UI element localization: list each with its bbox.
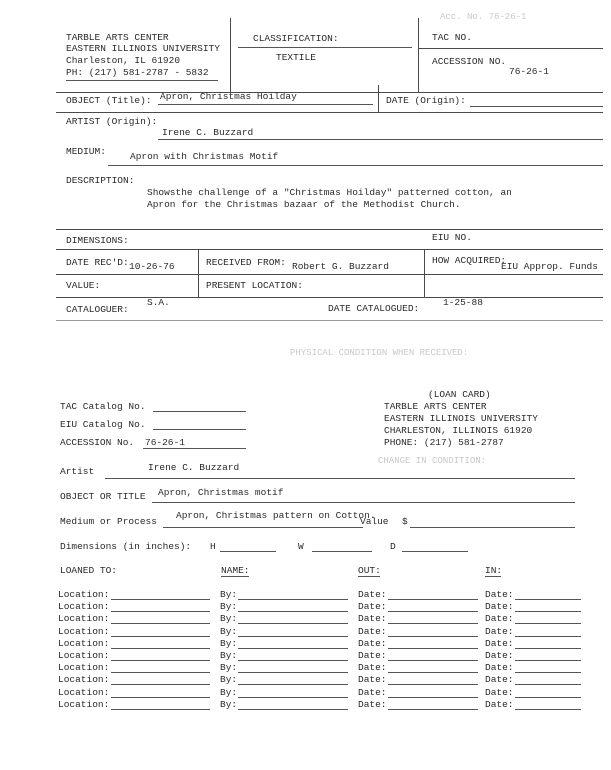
write-in-line[interactable] bbox=[111, 623, 210, 624]
write-in-line[interactable] bbox=[238, 684, 348, 685]
object-title-label: OBJECT (Title): bbox=[66, 95, 152, 106]
write-in-line[interactable] bbox=[111, 636, 210, 637]
row-by-label: By: bbox=[220, 650, 238, 661]
loan-object-value: Apron, Christmas motif bbox=[158, 487, 284, 498]
dim-h-label: H bbox=[210, 541, 216, 552]
date-catalogued-label: DATE CATALOGUED: bbox=[328, 303, 420, 314]
loan-org-university: EASTERN ILLINOIS UNIVERSITY bbox=[384, 413, 538, 424]
row-location-label: Location: bbox=[58, 637, 110, 649]
write-in-line[interactable] bbox=[388, 623, 478, 624]
row-date-label: Date: bbox=[485, 637, 514, 649]
row-location-label: Location: bbox=[58, 674, 110, 686]
write-in-line[interactable] bbox=[238, 623, 348, 624]
write-in-line[interactable] bbox=[515, 648, 581, 649]
col-out: OUT: bbox=[358, 565, 381, 576]
loan-card-title: (LOAN CARD) bbox=[428, 389, 491, 400]
write-in-line[interactable] bbox=[388, 684, 478, 685]
dimensions-label: DIMENSIONS: bbox=[66, 235, 129, 246]
row-date-label: Date: bbox=[358, 637, 387, 649]
write-in-line[interactable] bbox=[238, 660, 348, 661]
write-in-line[interactable] bbox=[238, 648, 348, 649]
received-from-label: RECEIVED FROM: bbox=[206, 257, 286, 268]
cataloguer-label: CATALOGUER: bbox=[66, 304, 129, 315]
description-line-2: Apron for the Christmas bazaar of the Methodist Church. bbox=[147, 199, 461, 210]
row-date-label: Date: bbox=[485, 625, 514, 637]
row-date-label: Date: bbox=[358, 650, 387, 661]
row-date-label: Date: bbox=[358, 625, 387, 637]
tac-no-label: TAC NO. bbox=[432, 32, 472, 43]
how-acquired-label: HOW ACQUIRED: bbox=[432, 255, 507, 266]
write-in-line[interactable] bbox=[515, 611, 581, 612]
row-by-label: By: bbox=[220, 589, 238, 600]
bleed-through-change-condition: CHANGE IN CONDITION: bbox=[378, 456, 487, 466]
write-in-line[interactable] bbox=[388, 709, 478, 710]
row-date-label: Date: bbox=[358, 674, 387, 686]
eiu-no-label: EIU NO. bbox=[432, 232, 472, 243]
loan-medium-label: Medium or Process bbox=[60, 516, 157, 527]
loan-artist-value: Irene C. Buzzard bbox=[148, 462, 240, 473]
classification-value: TEXTILE bbox=[276, 52, 316, 63]
row-date-label: Date: bbox=[358, 698, 387, 710]
row-date-label: Date: bbox=[358, 613, 387, 625]
classification-label: CLASSIFICATION: bbox=[253, 33, 339, 44]
write-in-line[interactable] bbox=[238, 697, 348, 698]
medium-label: MEDIUM: bbox=[66, 146, 106, 157]
row-date-label: Date: bbox=[485, 674, 514, 686]
bleed-through-physical-condition: PHYSICAL CONDITION WHEN RECEIVED: bbox=[290, 348, 469, 358]
row-date-label: Date: bbox=[485, 650, 514, 661]
write-in-line[interactable] bbox=[515, 709, 581, 710]
loan-value-label: Value bbox=[360, 516, 389, 527]
row-date-label: Date: bbox=[485, 686, 514, 698]
artist-label: ARTIST (Origin): bbox=[66, 116, 158, 127]
org-name: TARBLE ARTS CENTER bbox=[66, 32, 169, 43]
accession-label: ACCESSION NO. bbox=[432, 56, 507, 67]
org-university: EASTERN ILLINOIS UNIVERSITY bbox=[66, 43, 220, 54]
write-in-line[interactable] bbox=[515, 697, 581, 698]
write-in-line[interactable] bbox=[388, 672, 478, 673]
write-in-line[interactable] bbox=[515, 636, 581, 637]
write-in-line[interactable] bbox=[515, 684, 581, 685]
row-location-label: Location: bbox=[58, 662, 110, 674]
write-in-line[interactable] bbox=[238, 636, 348, 637]
write-in-line[interactable] bbox=[515, 599, 581, 600]
row-location-label: Location: bbox=[58, 625, 110, 637]
write-in-line[interactable] bbox=[388, 660, 478, 661]
org-city: Charleston, IL 61920 bbox=[66, 55, 181, 66]
object-title-value: Apron, Christmas Hoilday bbox=[160, 91, 297, 102]
row-by-label: By: bbox=[220, 698, 238, 710]
cataloguer-value: S.A. bbox=[147, 297, 170, 308]
row-date-label: Date: bbox=[485, 698, 514, 710]
row-date-label: Date: bbox=[485, 662, 514, 674]
row-by-label: By: bbox=[220, 662, 238, 674]
loan-dimensions-label: Dimensions (in inches): bbox=[60, 541, 192, 552]
received-from-value: Robert G. Buzzard bbox=[292, 261, 389, 272]
loan-value-symbol: $ bbox=[402, 516, 408, 527]
write-in-line[interactable] bbox=[388, 611, 478, 612]
row-by-label: By: bbox=[220, 674, 238, 686]
date-received-value: 10-26-76 bbox=[129, 261, 175, 272]
row-location-label: Location: bbox=[58, 601, 110, 613]
write-in-line[interactable] bbox=[111, 611, 210, 612]
row-by-label: By: bbox=[220, 613, 238, 625]
write-in-line[interactable] bbox=[238, 672, 348, 673]
accession-value: 76-26-1 bbox=[509, 66, 549, 77]
artist-value: Irene C. Buzzard bbox=[162, 127, 254, 138]
write-in-line[interactable] bbox=[515, 623, 581, 624]
eiu-catalog-label: EIU Catalog No. bbox=[60, 419, 146, 430]
loan-org-name: TARBLE ARTS CENTER bbox=[384, 401, 487, 412]
org-phone: PH: (217) 581-2787 - 5832 bbox=[66, 67, 209, 78]
dim-w-label: W bbox=[298, 541, 304, 552]
description-label: DESCRIPTION: bbox=[66, 175, 135, 186]
tac-catalog-label: TAC Catalog No. bbox=[60, 401, 146, 412]
description-line-1: Showsthe challenge of a "Christmas Hoilday" patterned cotton, an bbox=[147, 187, 512, 198]
row-location-label: Location: bbox=[58, 686, 110, 698]
col-name: NAME: bbox=[221, 565, 250, 576]
loan-accession-label: ACCESSION No. bbox=[60, 437, 135, 448]
write-in-line[interactable] bbox=[111, 672, 210, 673]
write-in-line[interactable] bbox=[111, 660, 210, 661]
write-in-line[interactable] bbox=[238, 611, 348, 612]
row-location-label: Location: bbox=[58, 613, 110, 625]
row-by-label: By: bbox=[220, 637, 238, 649]
loan-org-phone: PHONE: (217) 581-2787 bbox=[384, 437, 504, 448]
row-date-label: Date: bbox=[358, 662, 387, 674]
write-in-line[interactable] bbox=[111, 709, 210, 710]
write-in-line[interactable] bbox=[111, 648, 210, 649]
how-acquired-value: EIU Approp. Funds bbox=[501, 261, 598, 272]
row-by-label: By: bbox=[220, 625, 238, 637]
row-location-label: Location: bbox=[58, 589, 110, 600]
value-label: VALUE: bbox=[66, 280, 101, 291]
col-loaned-to: LOANED TO: bbox=[60, 565, 118, 576]
loan-org-city: CHARLESTON, ILLINOIS 61920 bbox=[384, 425, 533, 436]
medium-value: Apron with Christmas Motif bbox=[130, 151, 279, 162]
write-in-line[interactable] bbox=[111, 697, 210, 698]
write-in-line[interactable] bbox=[388, 697, 478, 698]
dim-d-label: D bbox=[390, 541, 396, 552]
write-in-line[interactable] bbox=[111, 684, 210, 685]
row-location-label: Location: bbox=[58, 650, 110, 661]
write-in-line[interactable] bbox=[515, 672, 581, 673]
bleed-through-accession: Acc. No. 76-26-1 bbox=[440, 12, 527, 22]
col-in: IN: bbox=[485, 565, 503, 576]
loan-artist-label: Artist bbox=[60, 466, 95, 477]
loan-medium-value: Apron, Christmas pattern on Cotton. bbox=[176, 510, 376, 521]
loan-accession-value: 76-26-1 bbox=[145, 437, 185, 448]
row-date-label: Date: bbox=[485, 613, 514, 625]
date-received-label: DATE REC'D: bbox=[66, 257, 129, 268]
row-date-label: Date: bbox=[358, 601, 387, 613]
row-date-label: Date: bbox=[485, 589, 514, 600]
write-in-line[interactable] bbox=[238, 599, 348, 600]
write-in-line[interactable] bbox=[388, 648, 478, 649]
row-by-label: By: bbox=[220, 601, 238, 613]
write-in-line[interactable] bbox=[111, 599, 210, 600]
row-location-label: Location: bbox=[58, 698, 110, 710]
write-in-line[interactable] bbox=[388, 599, 478, 600]
write-in-line[interactable] bbox=[238, 709, 348, 710]
present-location-label: PRESENT LOCATION: bbox=[206, 280, 303, 291]
row-date-label: Date: bbox=[358, 686, 387, 698]
loan-object-label: OBJECT OR TITLE bbox=[60, 491, 146, 502]
write-in-line[interactable] bbox=[388, 636, 478, 637]
row-date-label: Date: bbox=[485, 601, 514, 613]
date-catalogued-value: 1-25-88 bbox=[443, 297, 483, 308]
date-origin-label: DATE (Origin): bbox=[386, 95, 466, 106]
write-in-line[interactable] bbox=[515, 660, 581, 661]
row-by-label: By: bbox=[220, 686, 238, 698]
row-date-label: Date: bbox=[358, 589, 387, 600]
